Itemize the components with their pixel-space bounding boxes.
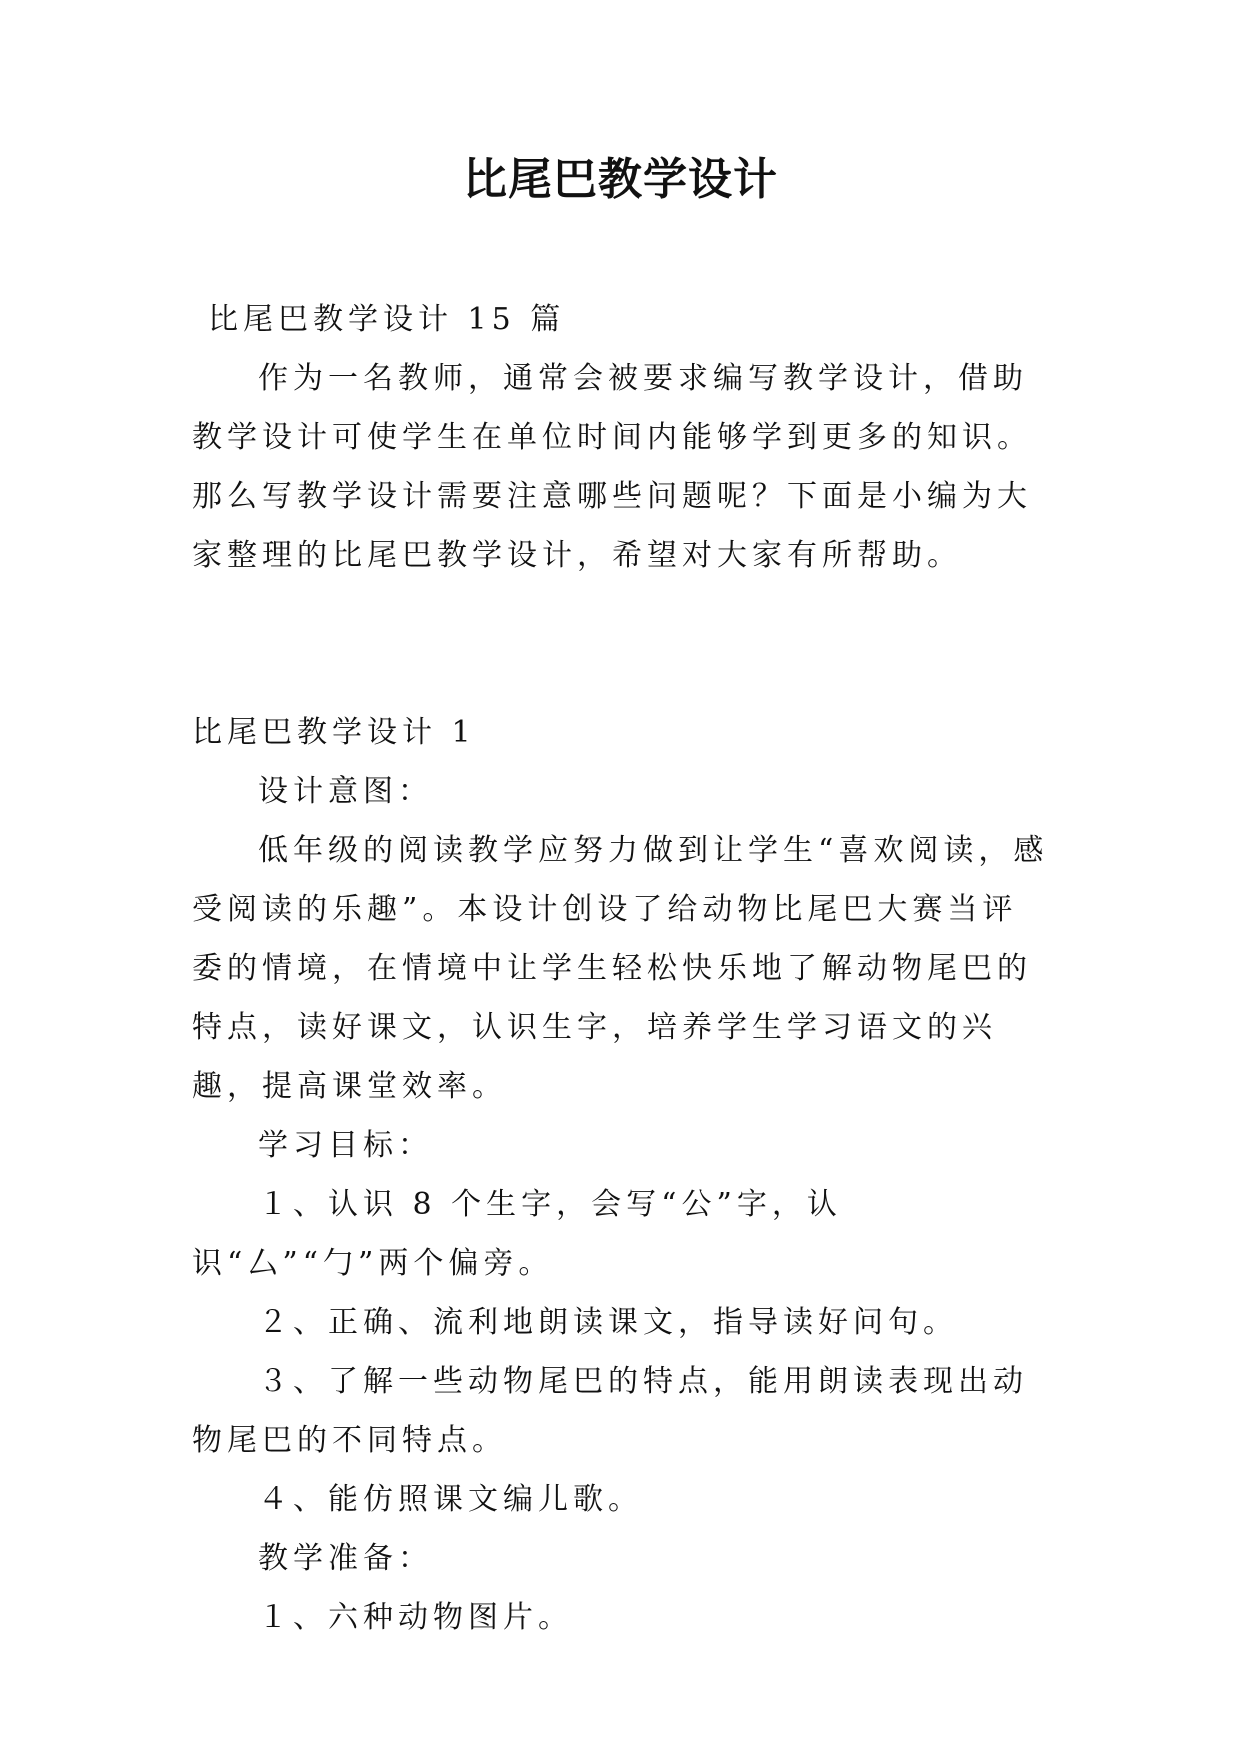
- objective-item: ２、正确、流利地朗读课文，指导读好问句。: [258, 1305, 958, 1340]
- document-title: 比尾巴教学设计: [463, 154, 778, 205]
- objectives-label: 学习目标：: [258, 1128, 433, 1163]
- design-intent-paragraph: 低年级的阅读教学应努力做到让学生“喜欢阅读，感受阅读的乐趣”。本设计创设了给动物比尾巴大赛当评委的情境，在情境中让学生轻松快乐地了解动物尾巴的特点，读好课文，认识生字，培养学生学习语文的兴趣，提高课堂效率。: [192, 833, 1049, 1104]
- objective-item: １、认识 8 个生字，会写“公”字，认识“厶”“勹”两个偏旁。: [192, 1187, 842, 1281]
- objective-item: ３、了解一些动物尾巴的特点，能用朗读表现出动物尾巴的不同特点。: [192, 1364, 1028, 1458]
- intro-paragraph: 作为一名教师，通常会被要求编写教学设计，借助教学设计可使学生在单位时间内能够学到更多的知识。那么写教学设计需要注意哪些问题呢？下面是小编为大家整理的比尾巴教学设计，希望对大家有所帮助。: [192, 361, 1032, 573]
- objective-item: ４、能仿照课文编儿歌。: [258, 1482, 643, 1517]
- document-subtitle: 比尾巴教学设计 15 篇: [208, 302, 566, 337]
- preparation-label: 教学准备：: [258, 1541, 433, 1576]
- section-heading: 比尾巴教学设计 1: [192, 715, 476, 750]
- preparation-item: １、六种动物图片。: [258, 1600, 573, 1635]
- paragraph-gap: [192, 585, 1052, 703]
- design-intent-label: 设计意图：: [258, 774, 433, 809]
- document-body: [192, 290, 1052, 1647]
